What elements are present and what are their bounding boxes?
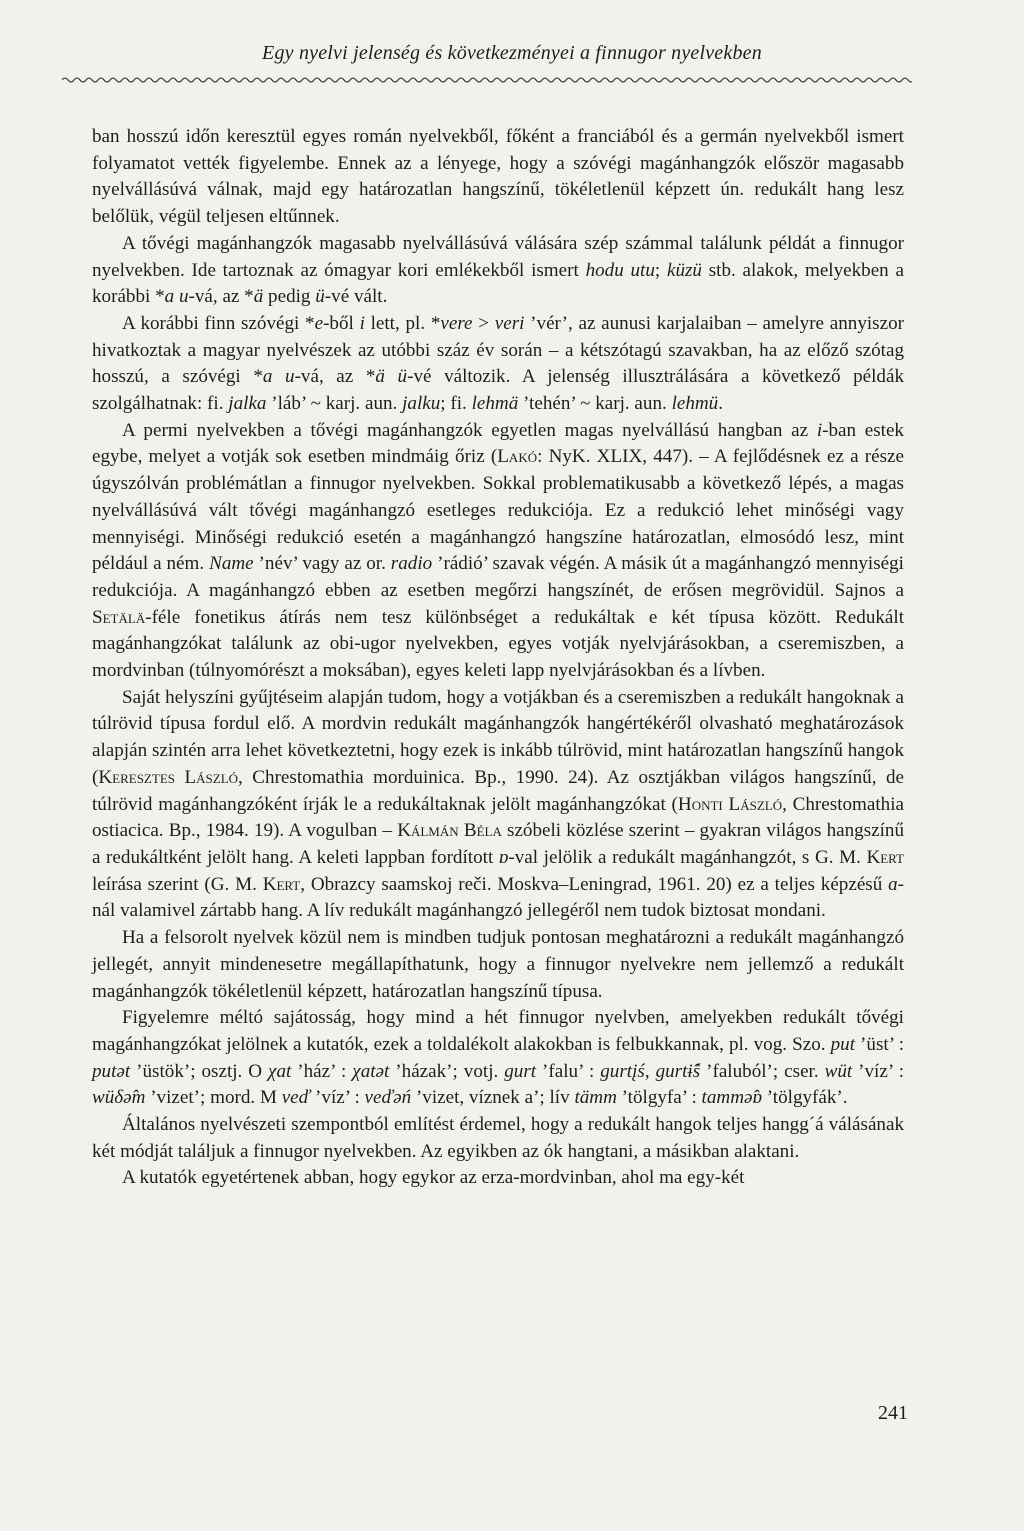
paragraph: Általános nyelvészeti szempontból említést érdemel, hogy a redukált hangok teljes hangg´á válásának két módját találjuk a finnugor nyelvekben. Az egyikben az ók hangtani, a másikban alaktani.	[92, 1114, 904, 1162]
wavy-rule-divider	[62, 74, 912, 86]
running-head: Egy nyelvi jelenség és következményei a finnugor nyelvekben	[262, 42, 762, 64]
body-text	[92, 124, 904, 1192]
paragraph: A tővégi magánhangzók magasabb nyelvállásúvá válására szép számmal találunk példát a finnugor nyelvekben. Ide tartoznak az ómagyar kori emlékekből ismert hodu utu; küzü stb. alakok, melyekben a korábbi *a u-vá, az *ä pedig ü-vé vált.	[92, 232, 904, 308]
paragraph: ban hosszú időn keresztül egyes román nyelvekből, főként a franciából és a germán nyelvekből ismert folyamatot vették figyelembe. Ennek az a lényege, hogy a szóvégi magánhangzók először magasabb nyelvállásúvá válnak, majd egy határozatlan hangszínű, tökéletlenül képzett ún. redukált hang lesz belőlük, végül teljesen eltűnnek.	[92, 126, 904, 228]
paragraph: A korábbi finn szóvégi *e-ből i lett, pl. *vere > veri ’vér’, az aunusi karjalaiban – amelyre annyiszor hivatkoztak a magyar nyelvészek az utóbbi száz év során – a kétszótagú szavakban, ha az előző szótag hosszú, a szóvégi *a u-vá, az *ä ü-vé változik. A jelenség illusztrálására a következő példák szolgálhatnak: fi. jalka ’láb’ ~ karj. aun. jalku; fi. lehmä ’tehén’ ~ karj. aun. lehmü.	[92, 312, 904, 415]
paragraph: A permi nyelvekben a tővégi magánhangzók egyetlen magas nyelvállású hangban az i-ban estek egybe, melyet a votják sok esetben mindmáig őriz (Lakó: NyK. XLIX, 447). – A fejlődésnek ez a része úgyszólván problémátlan a finnugor nyelvekben. Sokkal problematikusabb a következő lépés, a magas nyelvállásúvá vált tővégi magánhangzó esetleges redukciója. Ez a redukció lehet minőségi vagy mennyiségi. Minőségi redukció esetén a magánhangzó hangszíne határozatlan, elmosódó lesz, mint például a ném. Name ’név’ vagy az or. radio ’rádió’ szavak végén. A másik út a magánhangzó mennyiségi redukciója. A magánhangzó ebben az esetben megőrzi hangszínét, de erősen megrövidül. Sajnos a Setälä-féle fonetikus átírás nem tesz különbséget a redukáltak e két típusa között. Redukált magánhangzókat találunk az obi-ugor nyelvekben, egyes votják nyelvjárásokban, a cseremiszben, a mordvinban (túlnyomórészt a moksában), egyes keleti lapp nyelvjárásokban és a lívben.	[92, 419, 904, 682]
paragraph: Figyelemre méltó sajátosság, hogy mind a hét finnugor nyelvben, amelyekben redukált tővégi magánhangzókat jelölnek a kutatók, ezek a toldalékolt alakokban is felbukkannak, pl. vog. Szo. put ’üst’ : putət ’üstök’; osztj. O χat ’ház’ : χatət ’házak’; votj. gurt ’falu’ : gurtįś, gurtɨ̂ś ’faluból’; cser. wüt ’víz’ : wüδə̂m ’vizet’; mord. M veď ’víz’ : veďəń ’vizet, víznek a’; lív tämm ’tölgyfa’ : tammə̂ɒ ’tölgyfák’.	[92, 1007, 905, 1109]
paragraph: Ha a felsorolt nyelvek közül nem is mindben tudjuk pontosan meghatározni a redukált magánhangzó jellegét, annyit mindenesetre megállapíthatunk, hogy a finnugor nyelvekre nem jellemző a redukált magánhangzók tökéletlenül képzett, határozatlan hangszínű típusa.	[92, 927, 904, 1002]
page-number: 241	[878, 1402, 908, 1424]
paragraph: A kutatók egyetértenek abban, hogy egykor az erza-mordvinban, ahol ma egy-két	[122, 1167, 745, 1189]
paragraph: Saját helyszíni gyűjtéseim alapján tudom, hogy a votjákban és a cseremiszben a redukált hangoknak a túlrövid típusa fordul elő. A mordvin redukált magánhangzók hangértékéről olvasható meghatározások alapján szintén arra lehet következtetni, hogy ezek is inkább túlrövid, mint határozatlan hangszínű hangok (Keresztes László, Chrestomathia morduinica. Bp., 1990. 24). Az osztjákban világos hangszínű, de túlrövid magánhangzóként írják le a redukáltaknak jelölt magánhangzókat (Honti László, Chrestomathia ostiacica. Bp., 1984. 19). A vogulban – Kálmán Béla szóbeli közlése szerint – gyakran világos hangszínű a redukáltként jelölt hang. A keleti lappban fordított ɒ-val jelölik a redukált magánhangzót, s G. M. Kert leírása szerint (G. M. Kert, Obrazcy saamskoj reči. Moskva–Leningrad, 1961. 20) ez a teljes képzésű ɑ-nál valamivel zártabb hang. A lív redukált magánhangzó jellegéről nem tudok biztosat mondani.	[92, 686, 905, 922]
